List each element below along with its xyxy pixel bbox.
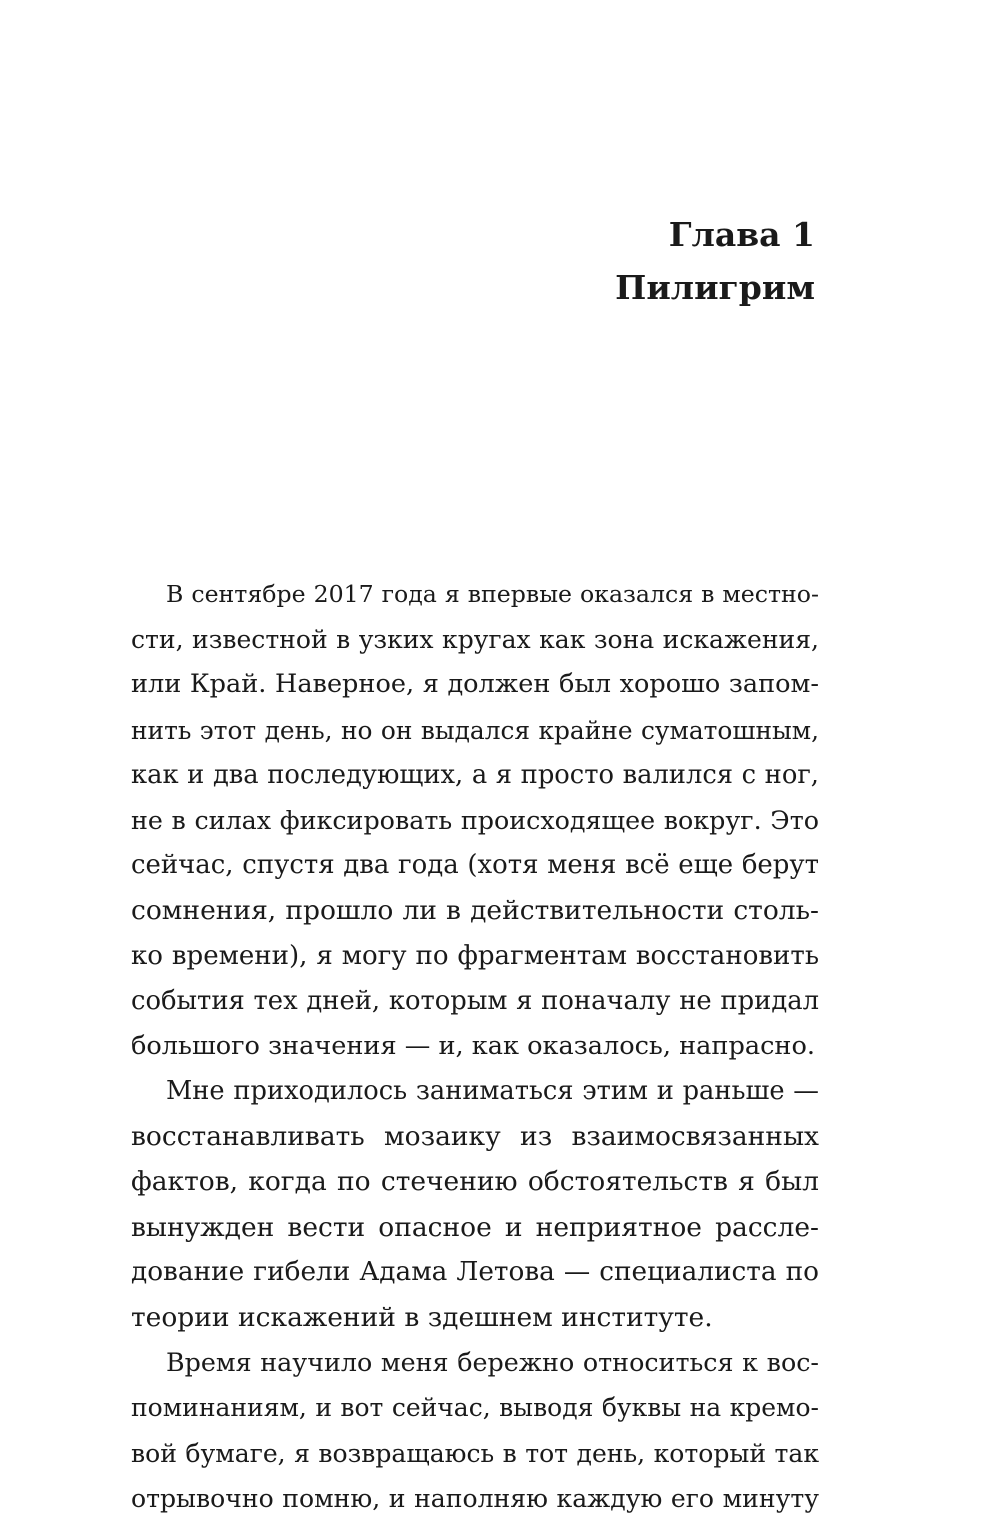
paragraph-1-line-11: большого значения — и, как оказалось, напрасно.	[131, 1030, 815, 1061]
paragraph-3-line-2: поминаниям, и вот сейчас, выводя буквы на кремо-	[131, 1393, 819, 1423]
paragraph-1-line-4: нить этот день, но он выдался крайне суматошным,	[131, 715, 819, 745]
paragraph-3-line-1: Время научило меня бережно относиться к вос-	[166, 1347, 819, 1378]
chapter-title: Пилигрим	[615, 268, 815, 307]
paragraph-1-line-1: В сентябре 2017 года я впервые оказался в местно-	[166, 580, 819, 608]
chapter-heading	[615, 208, 815, 314]
paragraph-3-line-4: отрывочно помню, и наполняю каждую его минуту	[131, 1483, 819, 1513]
paragraph-1-line-5: как и два последующих, а я просто валился с ног,	[131, 759, 819, 790]
paragraph-2-line-3: фактов, когда по стечению обстоятельств я был	[131, 1166, 819, 1198]
paragraph-1-line-8: сомнения, прошло ли в действительности столь-	[131, 895, 819, 927]
paragraph-1-line-7: сейчас, спустя два года (хотя меня всё еще берут	[131, 850, 819, 881]
paragraph-1-line-2: сти, известной в узких кругах как зона искажения,	[131, 625, 819, 655]
body-text	[131, 572, 819, 1521]
paragraph-1-line-9: ко времени), я могу по фрагментам восстановить	[131, 940, 819, 971]
chapter-number: Глава 1	[668, 215, 815, 254]
paragraph-2-line-1: Мне приходилось заниматься этим и раньше —	[166, 1076, 819, 1107]
paragraph-1-line-3: или Край. Наверное, я должен был хорошо запом-	[131, 669, 819, 700]
paragraph-3-line-3: вой бумаге, я возвращаюсь в тот день, который так	[131, 1438, 819, 1468]
paragraph-2-line-5: дование гибели Адама Летова — специалиста по	[131, 1256, 819, 1287]
paragraph-2-line-2: восстанавливать мозаику из взаимосвязанных	[131, 1121, 819, 1153]
paragraph-2-line-4: вынужден вести опасное и неприятное рассле-	[131, 1211, 819, 1243]
paragraph-1-line-10: события тех дней, которым я поначалу не придал	[131, 985, 819, 1016]
paragraph-1-line-6: не в силах фиксировать происходящее вокруг. Это	[131, 804, 819, 835]
paragraph-2-line-6: теории искажений в здешнем институте.	[131, 1302, 713, 1333]
